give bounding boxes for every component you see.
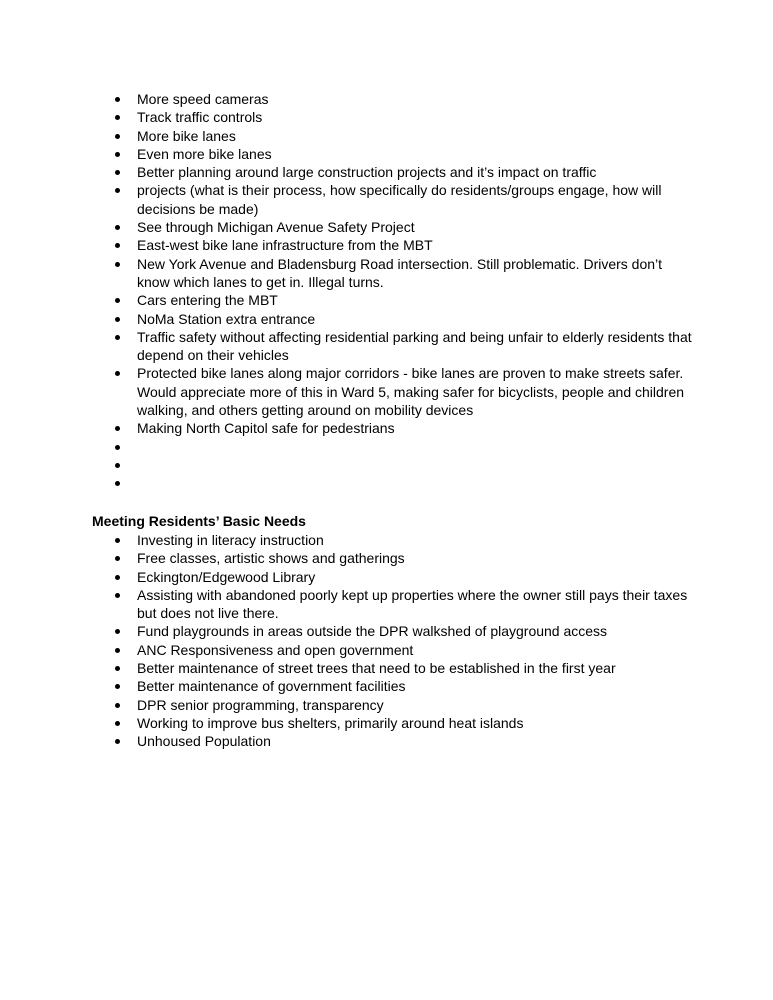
list-item xyxy=(0,419,697,437)
section-heading-basic-needs: Meeting Residents’ Basic Needs xyxy=(92,513,306,529)
list-item xyxy=(0,163,697,181)
bullet-icon xyxy=(115,629,120,634)
list-item-text: Cars entering the MBT xyxy=(137,292,278,309)
list-item-text: Better maintenance of street trees that need to be established in the first year xyxy=(137,660,616,677)
list-item-text: More speed cameras xyxy=(137,91,269,107)
list-item-text: Assisting with abandoned poorly kept up properties where the owner still pays their taxes but does not live there. xyxy=(137,586,688,622)
transportation-list xyxy=(0,90,697,493)
list-item xyxy=(0,641,697,659)
list-item xyxy=(0,714,697,732)
list-item-text: Protected bike lanes along major corridors - bike lanes are proven to make streets safer. Would appreciate more of this in Ward 5, making safer for bicyclists, people and children walking, and others getting around on mobility devices xyxy=(137,365,685,419)
list-item xyxy=(0,145,697,163)
list-item xyxy=(0,236,697,254)
list-item-text xyxy=(137,474,697,492)
bullet-icon xyxy=(115,262,120,267)
list-item xyxy=(0,90,697,108)
bullet-icon xyxy=(115,703,120,708)
bullet-icon xyxy=(115,463,120,468)
list-item-text: East-west bike lane infrastructure from the MBT xyxy=(137,237,433,254)
list-item xyxy=(0,732,697,750)
bullet-icon xyxy=(115,170,120,175)
list-item-text: More bike lanes xyxy=(137,127,236,144)
list-item-text: NoMa Station extra entrance xyxy=(137,310,316,327)
list-item xyxy=(0,677,697,695)
list-item-text xyxy=(137,438,697,456)
list-item-text: Making North Capitol safe for pedestrians xyxy=(137,420,395,437)
basic-needs-list xyxy=(0,531,697,751)
list-item-text: Unhoused Population xyxy=(137,733,271,750)
bullet-icon xyxy=(115,721,120,726)
bullet-icon xyxy=(115,593,120,598)
bullet-icon xyxy=(115,152,120,157)
bullet-icon xyxy=(115,225,120,230)
list-item-text: Track traffic controls xyxy=(137,109,263,126)
bullet-icon xyxy=(115,648,120,653)
bullet-icon xyxy=(115,115,120,120)
list-item-text: Better planning around large construction projects and it’s impact on traffic xyxy=(137,164,597,181)
list-item xyxy=(0,218,697,236)
list-item xyxy=(0,659,697,677)
bullet-icon xyxy=(115,575,120,580)
bullet-icon xyxy=(115,317,120,322)
list-item-text: Traffic safety without affecting residential parking and being unfair to elderly residents that depend on their vehicles xyxy=(137,328,692,364)
list-item xyxy=(0,549,697,567)
list-item xyxy=(0,291,697,309)
bullet-icon xyxy=(115,243,120,248)
bullet-icon xyxy=(115,556,120,561)
bullet-icon xyxy=(115,188,120,193)
list-item xyxy=(0,622,697,640)
list-item-text xyxy=(137,456,697,474)
bullet-icon xyxy=(115,371,120,376)
bullet-icon xyxy=(115,97,120,102)
list-item-text: Better maintenance of government facilities xyxy=(137,678,406,695)
list-item xyxy=(0,568,697,586)
list-item xyxy=(0,531,697,549)
bullet-icon xyxy=(115,426,120,431)
list-item xyxy=(0,438,697,456)
list-item-text: See through Michigan Avenue Safety Project xyxy=(137,219,415,236)
list-item-text: ANC Responsiveness and open government xyxy=(137,641,414,658)
list-item-text: DPR senior programming, transparency xyxy=(137,696,384,713)
list-item-text: New York Avenue and Bladensburg Road intersection. Still problematic. Drivers don’t know which lanes to get in. Illegal turns. xyxy=(137,255,663,290)
list-item-text: Free classes, artistic shows and gatherings xyxy=(137,550,405,567)
bullet-icon xyxy=(115,134,120,139)
bullet-icon xyxy=(115,538,120,543)
bullet-icon xyxy=(115,445,120,450)
list-item-text: Fund playgrounds in areas outside the DPR walkshed of playground access xyxy=(137,623,608,640)
list-item-text: Investing in literacy instruction xyxy=(137,532,324,548)
bullet-icon xyxy=(115,335,120,340)
bullet-icon xyxy=(115,481,120,486)
bullet-icon xyxy=(115,298,120,303)
list-item xyxy=(0,586,697,623)
list-item-text: Working to improve bus shelters, primarily around heat islands xyxy=(137,714,524,731)
bullet-icon xyxy=(115,739,120,744)
bullet-icon xyxy=(115,666,120,671)
list-item-text: projects (what is their process, how specifically do residents/groups engage, how will decisions be made) xyxy=(137,182,662,217)
bullet-icon xyxy=(115,684,120,689)
list-item xyxy=(0,127,697,145)
list-item xyxy=(0,310,697,328)
list-item xyxy=(0,181,697,218)
list-item-text: Eckington/Edgewood Library xyxy=(137,568,316,585)
list-item-text: Even more bike lanes xyxy=(137,145,272,162)
list-item xyxy=(0,108,697,126)
list-item xyxy=(0,328,697,365)
list-item xyxy=(0,696,697,714)
list-item xyxy=(0,456,697,474)
list-item xyxy=(0,364,697,419)
list-item xyxy=(0,255,697,292)
list-item xyxy=(0,474,697,492)
